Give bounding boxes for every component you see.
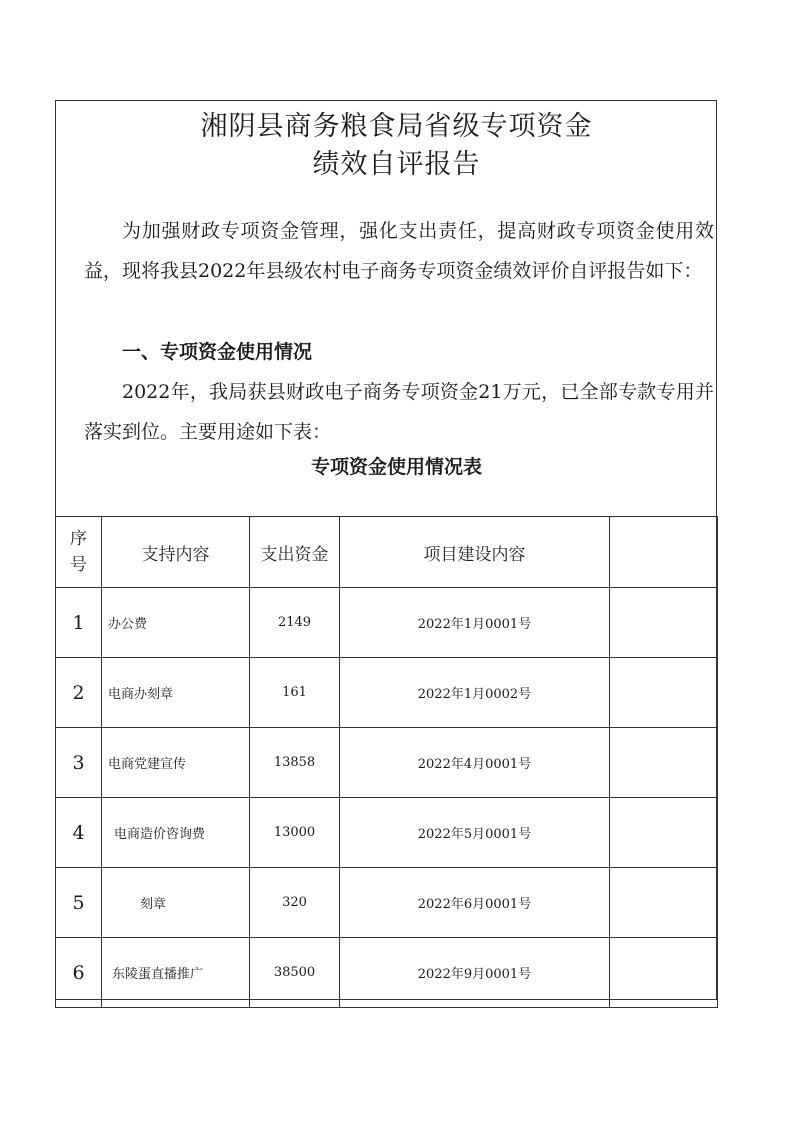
- row-extra: [610, 938, 718, 1008]
- section1-paragraph: 2022年，我局获县财政电子商务专项资金21万元，已全部专款专用并落实到位。主要用途如下表：: [84, 381, 714, 443]
- row-content: 电商造价咨询费: [102, 798, 250, 868]
- row-extra: [610, 588, 718, 658]
- row-extra: [610, 728, 718, 798]
- row-seq: 1: [56, 588, 102, 658]
- row-project: 2022年1月0001号: [340, 588, 610, 658]
- row-seq: 3: [56, 728, 102, 798]
- row-project: 2022年9月0001号: [340, 938, 610, 1008]
- row-amount: 13858: [250, 728, 340, 798]
- table-header-row: [56, 517, 718, 588]
- fund-usage-table: [55, 516, 718, 1008]
- row-amount: 2149: [250, 588, 340, 658]
- row-project: 2022年6月0001号: [340, 868, 610, 938]
- row-amount: 161: [250, 658, 340, 728]
- row-seq: 4: [56, 798, 102, 868]
- row-project: 2022年4月0001号: [340, 728, 610, 798]
- row-project: 2022年5月0001号: [340, 798, 610, 868]
- row-extra: [610, 798, 718, 868]
- table-row: [56, 868, 718, 938]
- row-content: 电商党建宣传: [102, 728, 250, 798]
- row-amount: 13000: [250, 798, 340, 868]
- row-extra: [610, 658, 718, 728]
- table-row: [56, 588, 718, 658]
- table-row: [56, 938, 718, 1008]
- row-seq: 5: [56, 868, 102, 938]
- intro-paragraph: 为加强财政专项资金管理，强化支出责任，提高财政专项资金使用效益，现将我县2022年县级农村电子商务专项资金绩效评价自评报告如下：: [84, 220, 714, 282]
- table-title: 专项资金使用情况表: [310, 456, 482, 478]
- row-content: 电商办刻章: [102, 658, 250, 728]
- row-amount: 320: [250, 868, 340, 938]
- table-row: [56, 658, 718, 728]
- row-amount: 38500: [250, 938, 340, 1008]
- header-content: 支持内容: [102, 517, 250, 588]
- row-extra: [610, 868, 718, 938]
- header-seq: [56, 517, 102, 588]
- table-row: [56, 728, 718, 798]
- row-project: 2022年1月0002号: [340, 658, 610, 728]
- row-seq: 6: [56, 938, 102, 1008]
- document-title-line1: 湘阴县商务粮食局省级专项资金: [200, 111, 593, 142]
- header-project: 项目建设内容: [340, 517, 610, 588]
- row-content: 刻章: [102, 868, 250, 938]
- header-amount: 支出资金: [250, 517, 340, 588]
- header-extra: [610, 517, 718, 588]
- row-content: 东陵蛋直播推广: [102, 938, 250, 1008]
- row-content: 办公费: [102, 588, 250, 658]
- section1-heading: 一、专项资金使用情况: [122, 341, 313, 363]
- table-row: [56, 798, 718, 868]
- row-seq: 2: [56, 658, 102, 728]
- header-seq-label: 序号: [70, 529, 87, 575]
- document-title-line2: 绩效自评报告: [312, 149, 481, 180]
